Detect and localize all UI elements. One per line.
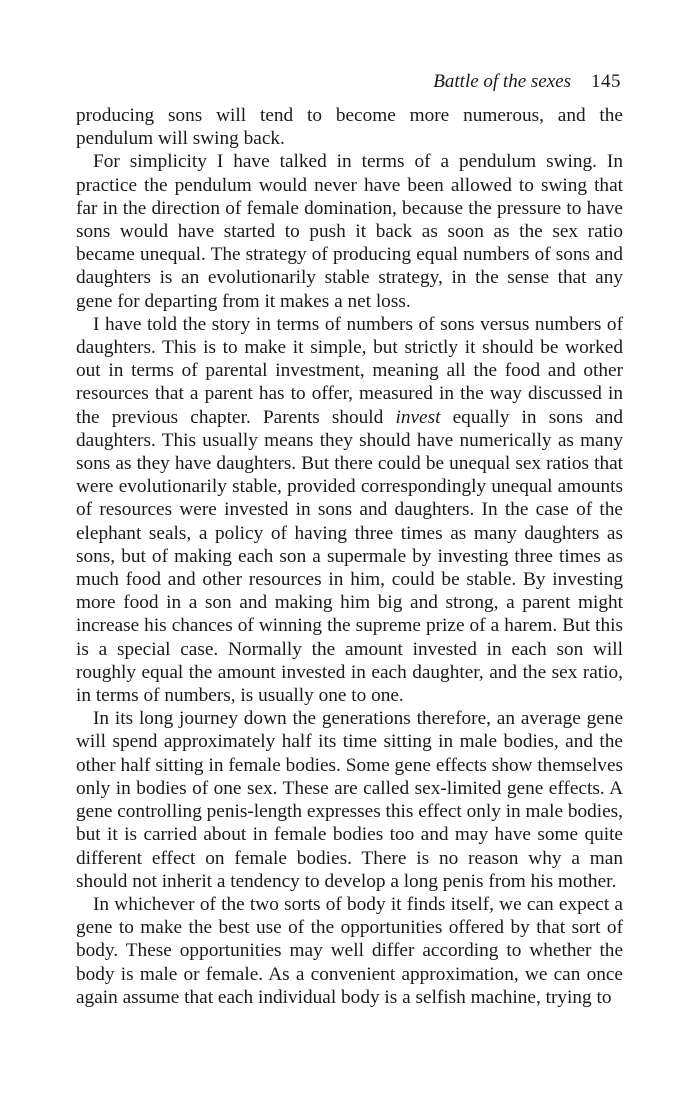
paragraph-text: equally in sons and daughters. This usually means they should have numerically as many sons as they have daughters. But there could be unequal sex ratios that were evolutionarily stable, provided correspondingly unequal amounts of resources were invested in sons and daughters. In the case of the elephant seals, a policy of having three times as many daughters as sons, but of making each son a supermale by investing three times as much food and other resources in him, could be stable. By investing more food in a son and making him big and strong, a parent might increase his chances of winning the supreme prize of a harem. But this is a special case. Normally the amount invested in each son will roughly equal the amount invested in each daughter, and the sex ratio, in terms of numbers, is usually one to one. xyxy=(76,406,623,707)
running-head-title: Battle of the sexes xyxy=(433,71,571,92)
paragraph xyxy=(76,707,623,893)
paragraph-text: In whichever of the two sorts of body it finds itself, we can expect a gene to make the best use of the opportunities offered by that sort of body. These opportunities may well differ according to whether the body is male or female. As a convenient approximation, we can once again assume that each individual body is a selfish machine, trying to xyxy=(76,893,623,1008)
paragraph-text: In its long journey down the generations therefore, an average gene will spend approximately half its time sitting in male bodies, and the other half sitting in female bodies. Some gene effects show themselves only in bodies of one sex. These are called sex-limited gene effects. A gene controlling penis-length expresses this effect only in male bodies, but it is carried about in female bodies too and may have some quite different effect on female bodies. There is no reason why a man should not inherit a tendency to develop a long penis from his mother. xyxy=(76,708,623,892)
paragraph xyxy=(76,893,623,1009)
emphasis-text: invest xyxy=(395,406,441,428)
body-text xyxy=(76,104,623,1009)
page-number: 145 xyxy=(591,71,621,92)
running-head xyxy=(433,70,621,94)
paragraph-text: producing sons will tend to become more numerous, and the pendulum will swing back. xyxy=(76,105,623,150)
paragraph xyxy=(76,150,623,312)
paragraph-text: For simplicity I have talked in terms of a pendulum swing. In practice the pendulum would never have been allowed to swing that far in the direction of female domination, because the pressure to have sons would have started to push it back as soon as the sex ratio became unequal. The strategy of producing equal numbers of sons and daughters is an evolutionarily stable strategy, in the sense that any gene for departing from it makes a net loss. xyxy=(76,151,623,312)
paragraph xyxy=(76,104,623,150)
paragraph-text: I have told the story in terms of numbers of sons versus numbers of daughters. This is to make it simple, but strictly it should be worked out in terms of parental investment, meaning all the food and other resources that a parent has to offer, measured in the way discussed in the previous chapter. Parents should xyxy=(76,313,623,428)
paragraph xyxy=(76,313,623,707)
